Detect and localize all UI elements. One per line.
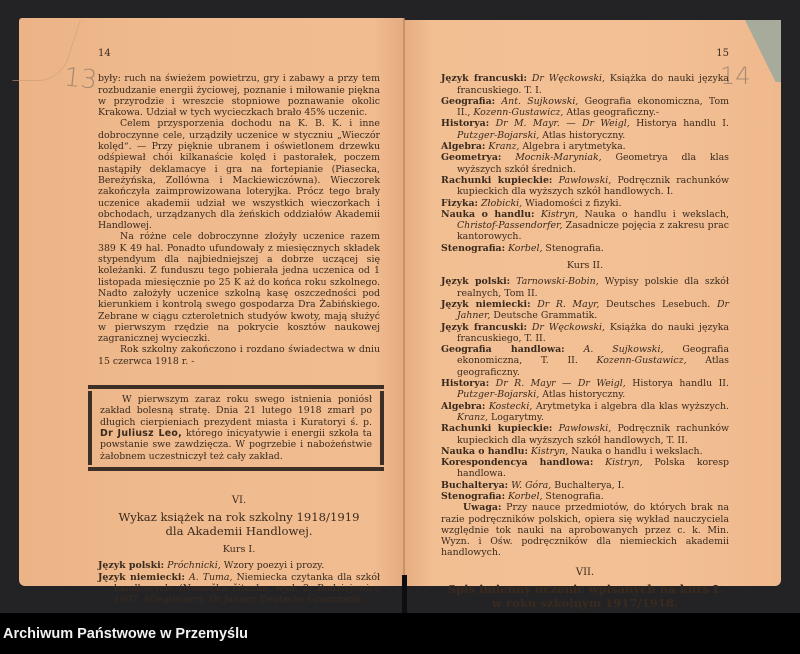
book-entry: Korespondencya handlowa: Kistryn, Polska koresp handlowa.	[441, 457, 730, 480]
book-entry: Geografia: Ant. Sujkowski, Geografia ekonomiczna, Tom II., Kozenn-Gustawicz, Atlas geograficzny.-	[441, 95, 729, 119]
notice-text: W pierwszym zaraz roku swego istnienia poniósł zakład bolesną stratę. Dnia 21 lutego 1918 zmarł po długich cierpieniach prezydent miasta i Kuratoryi ś. p.	[100, 394, 372, 428]
book-entry: Geometrya: Mocnik-Maryniak, Geometrya dla klas wyższych szkół średnich.	[441, 152, 729, 175]
book-entry: Stenografia: Korbel, Stenografia.	[441, 490, 604, 502]
section-title	[441, 582, 729, 610]
book-entry: Język polski: Próchnicki, Wzory poezyi i prozy.	[98, 560, 325, 572]
right-page-text	[441, 48, 729, 649]
course-heading: Kurs I.	[222, 544, 256, 556]
left-page-text	[98, 48, 380, 606]
book-entry: Historya: Dr R. Mayr — Dr Weigl, Historya handlu II. Putzger-Bojarski, Atlas historyczny.	[441, 378, 729, 401]
book-entry: Historya: Dr M. Mayr. — Dr Weigl, Historya handlu I. Putzger-Bojarski, Atlas historyczny.	[441, 118, 729, 141]
pencil-mark-right: 14	[720, 62, 751, 90]
book-entry: Fizyka: Złobicki, Wiadomości z fizyki.	[441, 197, 622, 209]
book-entry: Buchalterya: W. Góra, Buchalterya, I.	[441, 479, 625, 491]
book-entry: Algebra: Kranz, Algebra i arytmetyka.	[441, 141, 626, 153]
pencil-mark-left: 13	[62, 62, 99, 96]
kurs2-list	[441, 276, 729, 502]
book-entry: Geografia handlowa: A. Sujkowski, Geografia ekonomiczna, T. II. Kozenn-Gustawicz, Atlas geograficzny.	[441, 344, 729, 378]
section-number: VI.	[231, 494, 247, 506]
page-number-right: 15	[716, 48, 729, 59]
section-title-line: Spis imienny uczenic wpisanych na kurs I.	[447, 582, 723, 597]
section-title-line: Wykaz książek na rok szkolny 1918/1919	[118, 510, 360, 525]
course-heading: Kurs II.	[566, 260, 604, 272]
notice-name: Dr Juliusz Leo,	[100, 427, 183, 439]
page-number-left: 14	[98, 48, 111, 59]
book-entry: Rachunki kupieckie: Pawłowski, Podręcznik rachunków kupieckich dla wyższych szkół handlowych, T. II.	[441, 423, 729, 446]
book-entry: Nauka o handlu: Kistryn, Nauka o handlu i wekslach.	[441, 445, 703, 457]
book-entry: Nauka o handlu: Kistryn, Nauka o handlu i wekslach, Christof-Passendorfer, Zasadnicze pojęcia z zakresu prac kantorowych.	[441, 208, 729, 243]
section-number: VII.	[575, 566, 595, 578]
book-spine	[402, 575, 407, 613]
book-entry: Stenografia: Korbel, Stenografia.	[441, 242, 604, 254]
book-entry: Język francuski: Dr Węckowski, Książka do nauki języka francuskiego, T. II.	[441, 321, 730, 344]
book-entry: Język francuski: Dr Węckowski, Książka do nauki języka francuskiego. T. I.	[441, 73, 730, 96]
note: Uwaga: Przy nauce przedmiotów, do których brak na razie podręczników polskich, opiera się wykład nauczyciela względnie tok nauki na aprobowanych przez c. k. Min. Wyzn. i Ośw. podręczników dla niemieckich akademii handlowych.	[441, 502, 729, 559]
section-title	[98, 510, 380, 538]
paragraph: były: ruch na świeżem powietrzu, gry i zabawy a przy tem rozbudzanie energii życiowej, poznanie i miłowanie piękna w przyrodzie i wreszcie stopniowe poznawanie okolic Krakowa. Udział w tych wycieczkach brało 45% uczenic.	[98, 73, 380, 119]
kurs1-list	[441, 73, 729, 254]
obituary-notice	[88, 385, 384, 471]
paragraph: Rok szkolny zakończono i rozdano świadectwa w dniu 15 czerwca 1918 r. -	[98, 344, 380, 367]
book-entry: Język niemiecki: Dr R. Mayr, Deutsches Lesebuch. Dr Jahner, Deutsche Grammatik.	[441, 298, 729, 322]
notice-text: którego inicyatywie i energii szkoła ta powstanie swe zawdzięcza. W pogrzebie i nabożeństwie żałobnem uczestniczył też cały zakład.	[100, 427, 372, 462]
section-title-line: dla Akademii Handlowej.	[165, 524, 313, 539]
paragraph: Celem przysporzenia dochodu na K. B. K. i inne dobroczynne cele, urządziły uczenice w styczniu „Wieczór kolęd“. — Przy pięknie ubranem i oświetlonem drzewku odśpiewał chói kilkanaście kolęd i pastorałek, poczem nastąpiły deklamacye i gra na fortepianie (Piasecka, Bereżyńska, Zollówna i Mackiewiczówna). Wieczorek zakończyła zaimprowizowana loteryjka. Prócz tego brały uczenice akademii udział we wszystkich wieczorkach i obchodach, urządzanych dla żeńskich oddziałów Akademii Handlowej.	[98, 118, 380, 232]
book-entry: Język polski: Tarnowski-Bobin, Wypisy polskie dla szkół realnych, Tom II.	[441, 276, 729, 299]
book-entry: Rachunki kupieckie: Pawłowski, Podręcznik rachunków kupieckich dla wyższych szkół handlowych. I.	[441, 174, 729, 198]
section-title-line: w roku szkolnym 1917/1918.	[492, 596, 678, 611]
archive-caption: Archiwum Państwowe w Przemyślu	[3, 626, 248, 642]
book-gutter	[403, 18, 405, 588]
paragraph: Na różne cele dobroczynne złożyły uczenice razem 389 K 49 hal. Ponadto ufundowały z miesięcznych składek stypendyum dla najbiedniejszej a dobrze uczącej się koleżanki. Z funduszu tego pobierała jedna uczenica od 1 listopada miesięcznie po 25 K aż do końca roku szkolnego. Nadto założyły uczenice szkolną kasę oszczedności pod kierunkiem i kontrolą swego gospodarza Dra Żabińskiego. Zebrane w ciągu czteroletnich studyów kwoty, mają służyć w pierwszym rzędzie na pokrycie kosztów naukowej zagranicznej wycieczki.	[98, 231, 380, 345]
book-entry: Język niemiecki: A. Tuma, Niemiecka czytanka dla szkół handlowych. (Nemečka čitanka, wyd. 2, Budziejowice 1907. Stieglmaier). Dr Jahner, Deutsche Grammatik.	[98, 571, 381, 606]
book-entry: Algebra: Kostecki, Arytmetyka i algebra dla klas wyższych. Kranz, Logarytmy.	[441, 400, 730, 423]
archive-caption-bar	[0, 613, 800, 654]
